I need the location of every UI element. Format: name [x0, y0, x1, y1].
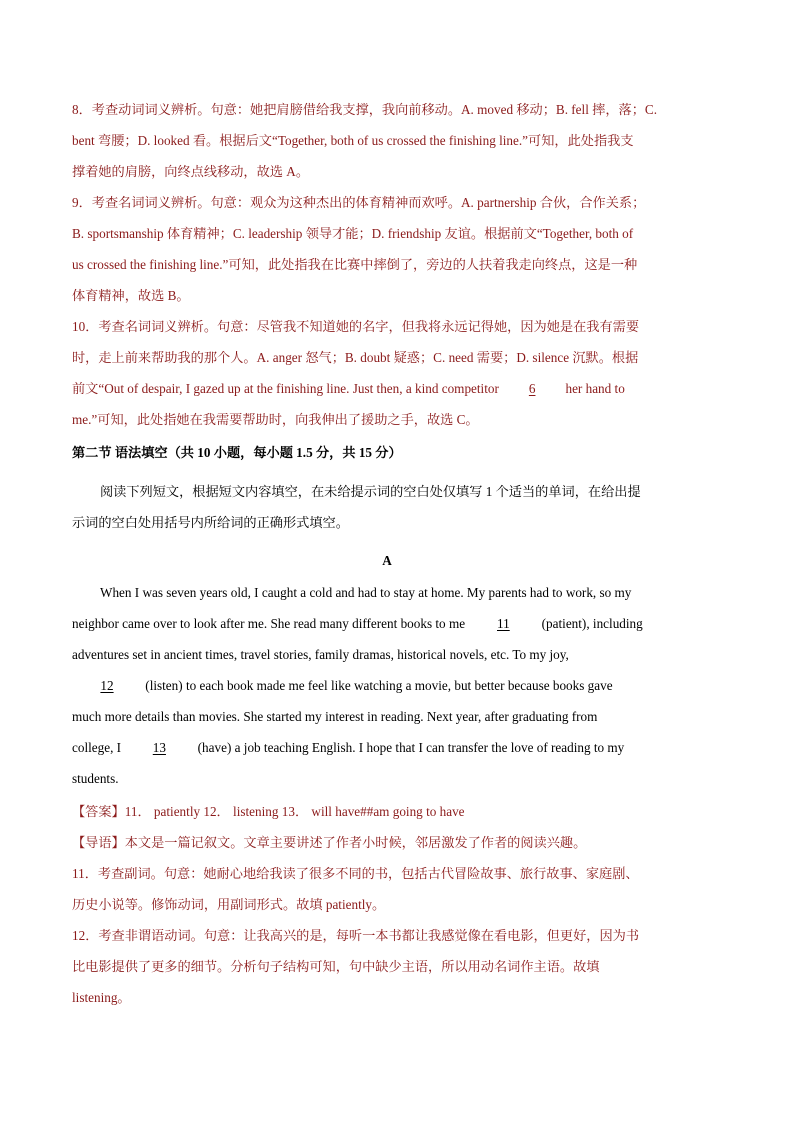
text-line: 时，走上前来帮助我的那个人。A. anger 怒气；B. doubt 疑惑；C. need 需要；D. silence 沉默。根据 [72, 350, 639, 365]
text-line [72, 608, 676, 639]
text-segment: 前文“Out of despair, I gazed up at the finishing line. Just then, a kind competitor [72, 381, 503, 396]
text-segment: (listen) to each book made me feel like watching a movie, but better because books gave [142, 678, 613, 693]
explanation-grammar-block [72, 858, 676, 1013]
text-segment: (patient), including [538, 616, 643, 631]
text-line: listening。 [72, 990, 131, 1005]
text-segment: neighbor came over to look after me. She read many different books to me [72, 616, 469, 631]
answer-tag: 【答案】 [72, 804, 125, 819]
text-line: me.”可知，此处指她在我需要帮助时，向我伸出了援助之手，故选 C。 [72, 412, 479, 427]
passage-title: A [382, 553, 392, 568]
instructions [72, 476, 676, 538]
text-line [72, 670, 676, 701]
blank-11: 11 [497, 616, 510, 631]
guide-line [72, 827, 676, 858]
blank-13: 13 [152, 740, 166, 755]
explanation-vocab-block [72, 94, 676, 435]
text-line: adventures set in ancient times, travel stories, family dramas, historical novels, etc. To my joy, [72, 647, 569, 662]
text-line: B. sportsmanship 体育精神；C. leadership 领导才能；D. friendship 友谊。根据前文“Together, both of [72, 226, 634, 241]
text-line: 9．考查名词词义辨析。句意：观众为这种杰出的体育精神而欢呼。A. partnership 合伙，合作关系； [72, 195, 646, 210]
text-line: 撑着她的肩膀，向终点线移动，故选 A。 [72, 164, 310, 179]
blank-12: 12 [100, 678, 114, 693]
text-line: bent 弯腰；D. looked 看。根据后文“Together, both of us crossed the finishing line.”可知，此处指我支 [72, 133, 634, 148]
text-segment: (have) a job teaching English. I hope that I can transfer the love of reading to my [194, 740, 625, 755]
text-line: 8．考查动词词义辨析。句意：她把肩膀借给我支撑，我向前移动。A. moved 移动；B. fell 摔，落；C. [72, 102, 657, 117]
text-line: 12．考查非谓语动词。句意：让我高兴的是，每听一本书都让我感觉像在看电影，但更好，因为书 [72, 928, 640, 943]
passage [72, 577, 676, 794]
answer-line [72, 796, 676, 827]
text-line: 历史小说等。修饰动词，用副词形式。故填 patiently。 [72, 897, 386, 912]
section-heading: 第二节 语法填空（共 10 小题，每小题 1.5 分，共 15 分） [72, 445, 402, 460]
text-line: 10．考查名词词义辨析。句意：尽管我不知道她的名字，但我将永远记得她，因为她是在我有需要 [72, 319, 640, 334]
text-segment: college, I [72, 740, 125, 755]
blank-6: 6 [528, 381, 536, 396]
text-line: When I was seven years old, I caught a cold and had to stay at home. My parents had to work, so my [100, 585, 632, 600]
text-line: students. [72, 771, 119, 786]
text-line: 阅读下列短文，根据短文内容填空，在未给提示词的空白处仅填写 1 个适当的单词，在给出提 [100, 484, 641, 499]
answer-block [72, 796, 676, 858]
text-segment: her hand to [562, 381, 625, 396]
guide-text: 本文是一篇记叙文。文章主要讲述了作者小时候，邻居激发了作者的阅读兴趣。 [124, 835, 587, 850]
answer-text: 11． patiently 12． listening 13． will have##am going to have [124, 804, 465, 819]
text-line: 11．考查副词。句意：她耐心地给我读了很多不同的书，包括古代冒险故事、旅行故事、家庭剧、 [72, 866, 639, 881]
text-line [72, 732, 676, 763]
text-line: much more details than movies. She started my interest in reading. Next year, after graduating from [72, 709, 598, 724]
text-line [72, 373, 676, 404]
guide-tag: 【导语】 [72, 835, 125, 850]
text-line: us crossed the finishing line.”可知，此处指我在比赛中摔倒了，旁边的人扶着我走向终点，这是一种 [72, 257, 638, 272]
text-line: 示词的空白处用括号内所给词的正确形式填空。 [72, 515, 349, 530]
text-line: 体育精神，故选 B。 [72, 288, 190, 303]
text-line: 比电影提供了更多的细节。分析句子结构可知，句中缺少主语，所以用动名词作主语。故填 [72, 959, 600, 974]
